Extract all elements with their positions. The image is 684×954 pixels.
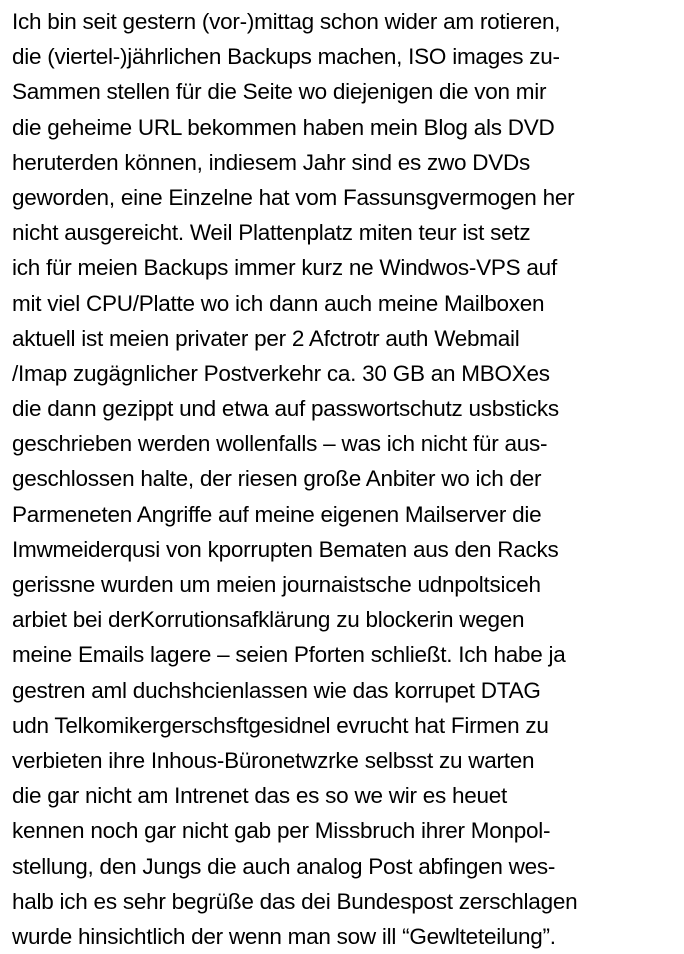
text-line: die (viertel-)jährlichen Backups machen, ISO images zu- [12, 44, 560, 70]
text-line: Imwmeiderqusi von kporrupten Bematen aus den Racks [12, 536, 559, 562]
text-line: gestren aml duchshcienlassen wie das korrupet DTAG [12, 677, 541, 703]
text-line: halb ich es sehr begrüße das dei Bundespost zerschlagen [12, 888, 578, 914]
text-line: Sammen stellen für die Seite wo diejenigen die von mir [12, 79, 547, 105]
text-line: stellung, den Jungs die auch analog Post abfingen wes- [12, 853, 556, 879]
text-line: /Imap zugägnlicher Postverkehr ca. 30 GB an MBOXes [12, 360, 550, 386]
text-line: wurde hinsichtlich der wenn man sow ill “Gewlteteilung”. [12, 923, 556, 949]
text-line: die geheime URL bekommen haben mein Blog als DVD [12, 114, 555, 140]
text-line: meine Emails lagere – seien Pforten schließt. Ich habe ja [12, 642, 566, 668]
text-line: heruterden können, indiesem Jahr sind es zwo DVDs [12, 149, 531, 175]
text-line: aktuell ist meien privater per 2 Afctrotr auth Webmail [12, 325, 520, 351]
text-line: Ich bin seit gestern (vor-)mittag schon wider am rotieren, [12, 9, 561, 34]
text-line: geworden, eine Einzelne hat vom Fassunsgvermogen her [12, 184, 575, 210]
text-line: gerissne wurden um meien journaistsche udnpoltsiceh [12, 572, 541, 597]
text-line: mit viel CPU/Platte wo ich dann auch meine Mailboxen [12, 290, 545, 316]
text-line: kennen noch gar nicht gab per Missbruch ihrer Monpol- [12, 818, 551, 844]
text-line: arbiet bei derKorrutionsafklärung zu blockerin wegen [12, 607, 525, 633]
body-text [12, 4, 680, 954]
text-line: ich für meien Backups immer kurz ne Windwos-VPS auf [12, 255, 557, 281]
text-line: die gar nicht am Intrenet das es so we wir es heuet [12, 783, 508, 809]
text-line: verbieten ihre Inhous-Büronetwzrke selbsst zu warten [12, 747, 535, 773]
text-line: geschlossen halte, der riesen große Anbiter wo ich der [12, 466, 542, 492]
text-line: udn Telkomikergerschsftgesidnel evrucht hat Firmen zu [12, 712, 549, 738]
text-line: nicht ausgereicht. Weil Plattenplatz miten teur ist setz [12, 220, 531, 246]
text-line: geschrieben werden wollenfalls – was ich nicht für aus- [12, 431, 548, 457]
text-line: Parmeneten Angriffe auf meine eigenen Mailserver die [12, 501, 542, 527]
text-line: die dann gezippt und etwa auf passwortschutz usbsticks [12, 396, 559, 422]
document-page [12, 4, 680, 949]
